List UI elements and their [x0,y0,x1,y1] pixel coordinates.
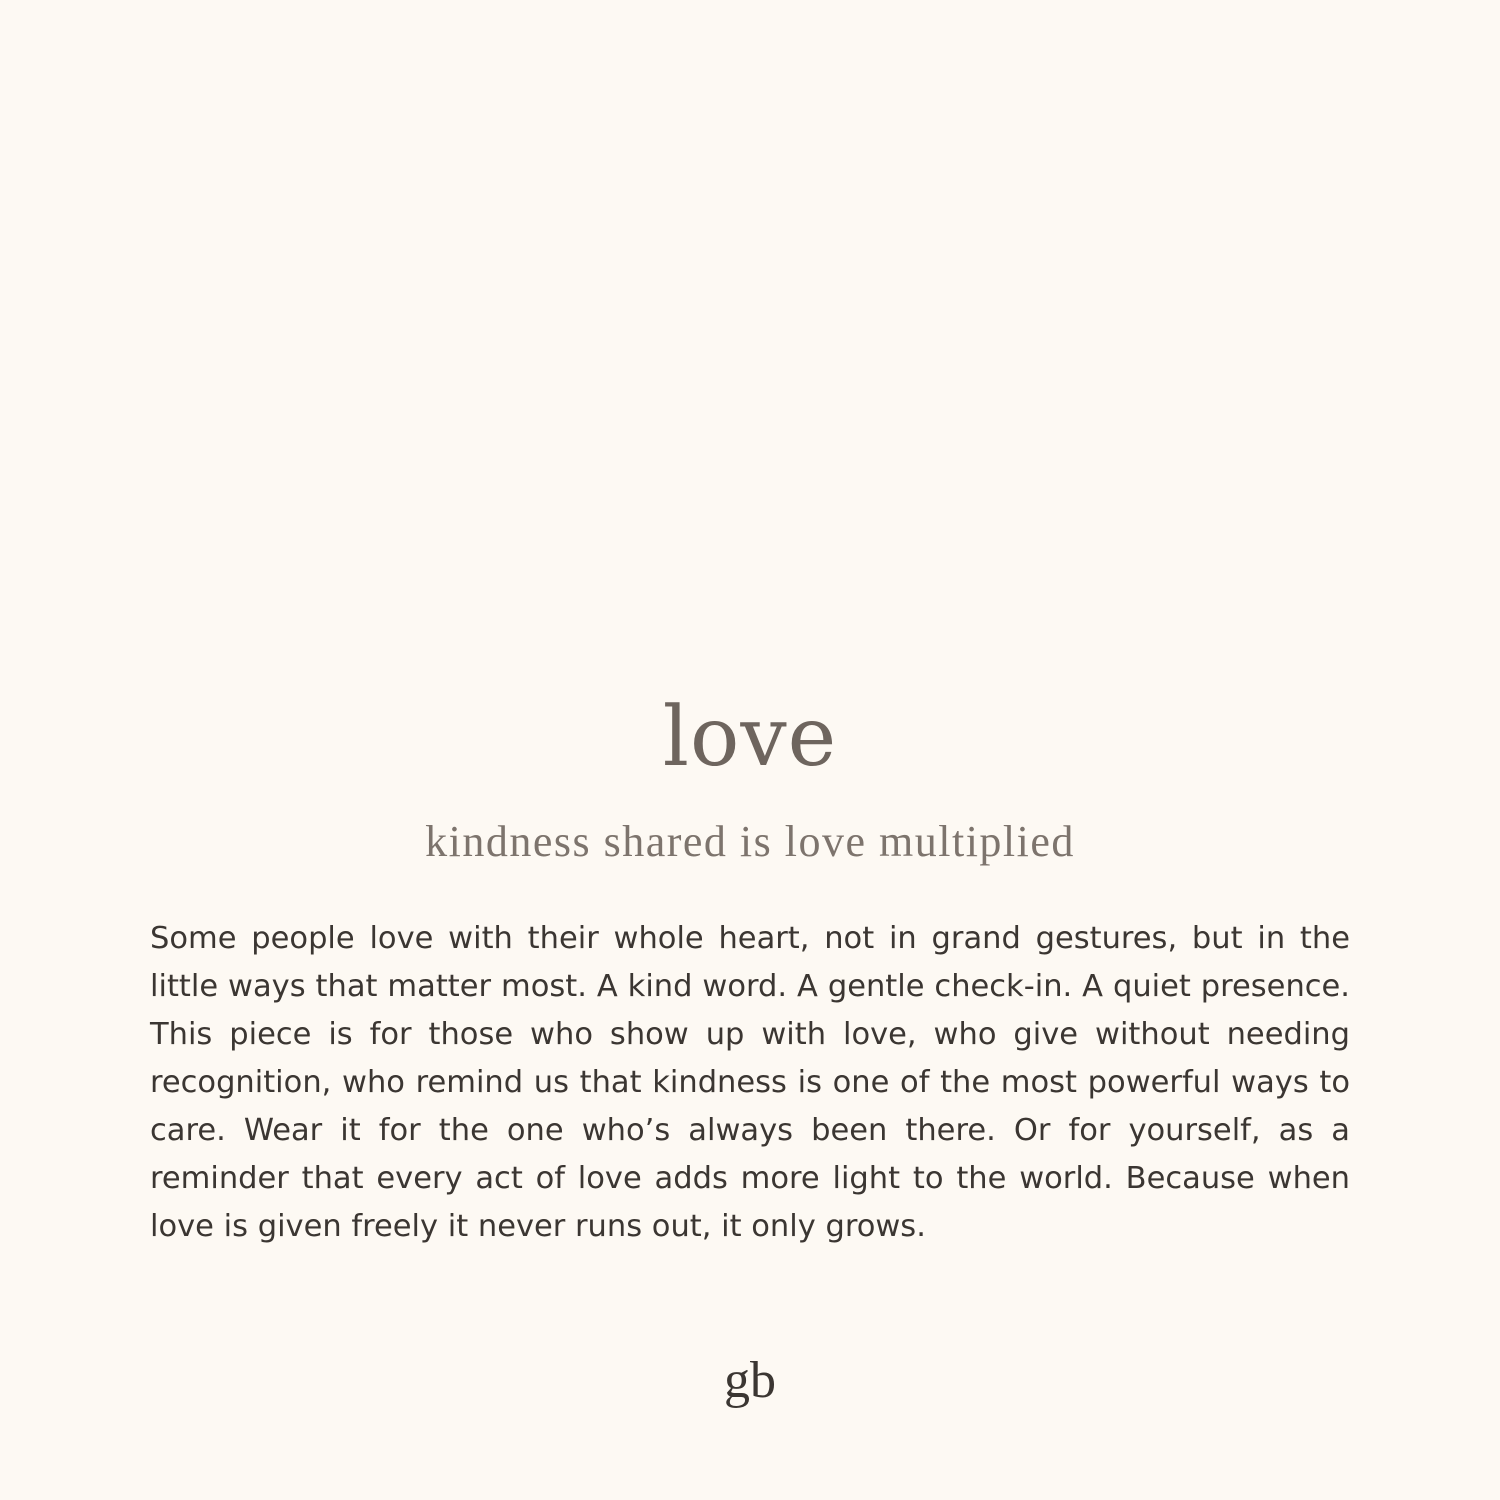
card-body-text: Some people love with their whole heart, not in grand gestures, but in the little ways that matter most. A kind word. A gentle check-in. A quiet presence. This piece is for those who show up with love, who give without needing recognition, who remind us that kindness is one of the most powerful ways to care. Wear it for the one who’s always been there. Or for yourself, as a reminder that every act of love adds more light to the world. Because when love is given freely it never runs out, it only grows. [150,921,1350,1244]
card-title: love [662,690,838,785]
monogram-logo: gb [724,1352,776,1409]
card-subtitle: kindness shared is love multiplied [425,817,1075,866]
